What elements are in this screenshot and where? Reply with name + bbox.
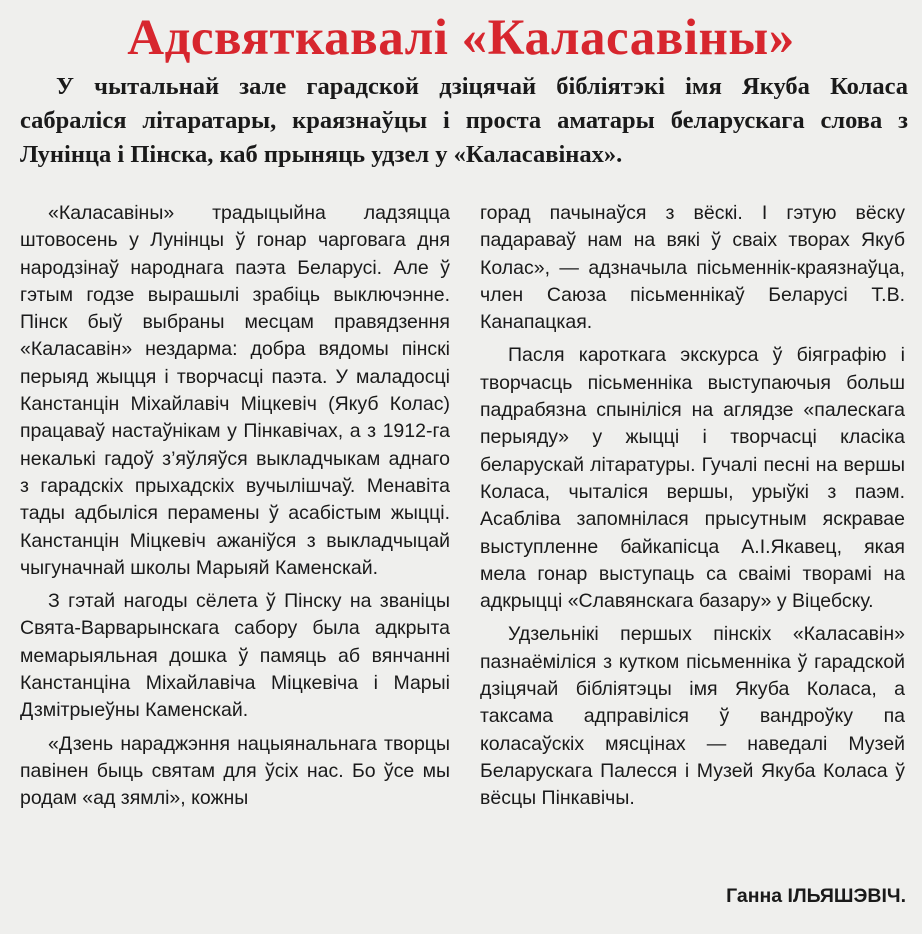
paragraph: Удзельнікі першых пінскіх «Каласавін» пазнаёміліся з кутком пісьменніка ў гарадской дзіцячай бібліятэцы імя Якуба Коласа, а таксама адправіліся ў вандроўку па коласаўскіх мясцінах — наведалі Музей Беларускага Палесся і Музей Якуба Коласа ў вёсцы Пінкавічы. (480, 623, 905, 810)
paragraph: «Дзень нараджэння нацыянальнага творцы павінен быць святам для ўсіх нас. Бо ўсе мы родам «ад зямлі», кожны (20, 732, 450, 810)
article-lead: У чытальнай зале гарадской дзіцячай бібліятэкі імя Якуба Коласа сабраліся літаратары, краязнаўцы і проста аматары беларускага слова з Лунінца і Пінска, каб прыняць удзел у «Каласавінах». (20, 73, 908, 168)
paragraph: З гэтай нагоды сёлета ў Пінску на званіцы Свята-Варварынскага сабору была адкрыта мемарыяльная дошка ў памяць аб вянчанні Канстанціна Міхайлавіча Міцкевіча і Марыі Дзмітрыеўны Каменскай. (20, 590, 450, 722)
author-byline: Ганна ІЛЬЯШЭВІЧ. (726, 885, 906, 907)
article-headline: Адсвяткавалі «Каласавіны» (127, 10, 795, 66)
left-column (20, 200, 450, 813)
right-column (480, 200, 905, 813)
paragraph: горад пачынаўся з вёскі. І гэтую вёску падараваў нам на вякі ў сваіх творах Якуб Колас», — адзначыла пісьменнік-краязнаўца, член Саюза пісьменнікаў Беларусі Т.В. Канапацкая. (480, 202, 905, 334)
paragraph: «Каласавіны» традыцыйна ладзяцца штовосень у Лунінцы ў гонар чарговага дня народзінаў народнага паэта Беларусі. Але ў гэтым годзе вырашылі зрабіць выключэнне. Пінск быў выбраны месцам правядзення «Каласавін» нездарма: добра вядомы пінскі перыяд жыцця і творчасці паэта. У маладосці Канстанцін Міхайлавіч Міцкевіч (Якуб Колас) працаваў настаўнікам у Пінкавічах, а з 1912-га некалькі гадоў з’яўляўся выкладчыкам аднаго з гарадскіх прыхадскіх вучылішчаў. Менавіта тады адбыліся перамены ў асабістым жыцці. Канстанцін Міцкевіч ажаніўся з выкладчыцай чыгуначнай школы Марыяй Каменскай. (20, 202, 450, 579)
paragraph: Пасля кароткага экскурса ў біяграфію і творчасць пісьменніка выступаючыя больш падрабязна спыніліся на аглядзе «палескага перыяду» у жыцці і творчасці класіка беларускай літаратуры. Гучалі песні на вершы Коласа, чыталіся вершы, урыўкі з паэм. Асабліва запомнілася прысутным яскравае выступленне байкапісца А.І.Якавец, якая мела гонар выступаць са сваімі творамі на адкрыцці «Славянскага базару» у Віцебску. (480, 344, 905, 613)
